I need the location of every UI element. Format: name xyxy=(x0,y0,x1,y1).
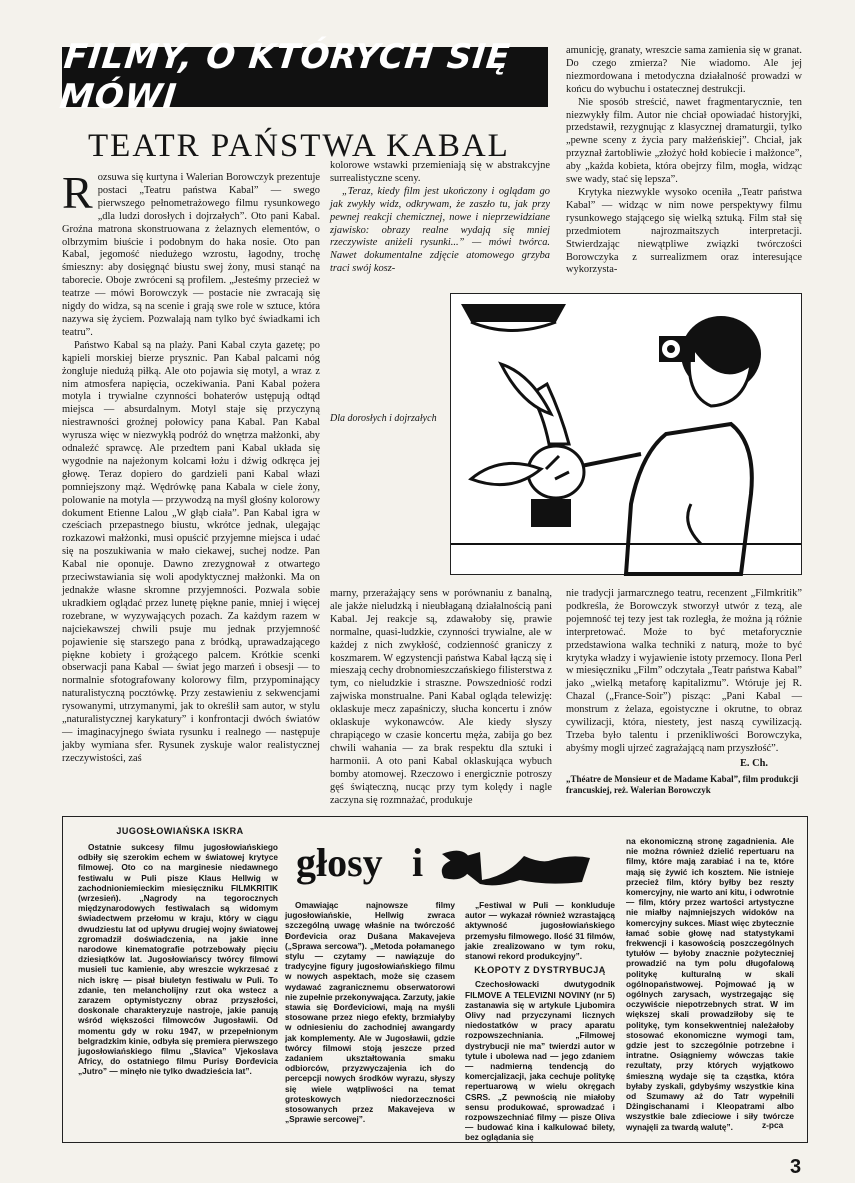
article-column-3-top xyxy=(566,45,802,289)
glosy-title xyxy=(292,836,598,892)
article-paragraph: Rozsuwa się kurtyna i Walerian Borowczyk prezentuje postaci „Teatru państwa Kabal” — swego pierwszego pełnometrażowego filmu rysunkowego „dla ludzi dorosłych i dojrzałych”. Oto pani Kabal. Groźna matrona skonstruowana z żelaznych elementów, o olbrzymim biuście i podobnym do haka nosie. Oto pan Kabal, jegomość niedużego wzrostu, łagodny, trochę śmieszny: aby dosięgnąć biustu swej żony, musi stanąć na taborecie. Oboje zwróceni są profilem. „Jesteśmy przecież w teatrze — mówi Borowczyk — postacie nie zwracają się nigdy do widza, są na scenie i grają swe role w sztuce, która nazywa się życiem. Pozwalają nam tylko być świadkami ich teatru”. xyxy=(62,167,320,338)
box-column-3: „Festiwal w Puli — konkluduje autor — wykazał również wzrastającą aktywność jugosłowiańskiego przemysłu filmowego. Ilość 31 filmów, jakie zrealizowano w tym roku, stanowi rekord produkcyjny”. KŁOPOTY Z DYSTRYBUCJĄ Czechosłowacki dwutygodnik FILMOVE A TELEVIZNI NOVINY (nr 5) zastanawia się w artykule Ljubomira Olivy nad przyczynami licznych niedostatków w pracy aparatu rozpowszechniania. „Filmowej dystrybucji nie ma” twierdzi autor w tytule i ubolewa nad — jego zdaniem — nadmierną tendencją do komercjalizacji, jaka cechuje politykę repertuarową w wielu okręgach CSRS. „Z pewnością nie miałoby sensu produkować, sprowadzać i rozpowszechniać filmy — pisze Oliva — budować kina i kalkulować bilety, bez oglądania się xyxy=(465,900,615,1143)
illustration-caption: Dla dorosłych i dojrzałych xyxy=(330,413,437,424)
article-paragraph: „Teraz, kiedy film jest ukończony i oglądam go jak zwykły widz, odkrywam, że zaszło tu, jak przy pewnej reakcji chemicznej, nowe i nieprzewidziane zjawisko: obrazy realne wydają się mniej rzeczywiste aniżeli rysunki...” — mówi twórca. Nawet dokumentalne zdjęcie atomowego grzyba traci swój kosz- xyxy=(330,185,550,275)
section-banner xyxy=(57,37,548,117)
article-paragraph: marny, przerażający sens w porównaniu z banalną, ale jakże nieludzką i nieubłaganą działalnością pani Kabal. Jej reakcje są, zdawałoby się, prawie normalne, quasi-ludzkie, czynności trywialne, ale w każdej z nich zwykłość, codzienność graniczy z koszmarem. W egzystencji państwa Kabal łączą się i mieszają cechy drobnomieszczańskiego filisterstwa z tym, co nieludzkie i straszne. Powszedniość rodzi zajwiska monstrualne. Pani Kabal ogląda telewizję: oklaskuje mecz zapaśniczy, słucha koncertu i znów oklaskuje wykonawców. Ale kiedy słyszy chrapiącego w czasie koncertu męża, zabija go bez chwili wahania — za brak respektu dla sztuki i harmonii. A oto pani Kabal oklaskująca wybuch bomby atomowej. Rzeczowo i energicznie potroszy gęś świąteczną, nucąc przy tym kolędy i nagle zaczyna się rozmnażać, produkuje xyxy=(330,588,552,806)
box-column-1: Ostatnie sukcesy filmu jugosłowiańskiego odbiły się szerokim echem w światowej krytyce filmowej. Oto co na marginesie niedawnego festiwalu w Puli pisze Klaus Hellwig w zachodnioniemieckim miesięczniku FILMKRITIK (wrzesień). „Nagrody na tegorocznych międzynarodowych festiwalach są widomym świadectwem przełomu w kraju, który w ciągu dwudziestu lat od upływu drugiej wojny światowej zgromadził doświadczenia, na jakie inne narodowe kinematografie potrzebowały pięciu dziesiątków lat. Jugosłowiańscy twórcy filmowi musieli tuc kamienie, aby wreszcie wykrzesać z nich iskrę — pisał biuletyn festiwalu w Puli. To zdanie, ten melancholijny rzut oka wstecz a zarazem optymistyczny obraz przyszłości, doskonale charakteryzuje nastroje, jakie panują wśród większości filmowców Jugosławii. Od momentu gdy w roku 1947, w przepełnionym belgradzkim kinie, odbyła się premiera pierwszego jugosłowiańskiego filmu „Slavica” Vjekoslava Africy, do ostatniego filmu Purisy Đorđevicia „Jutro” — minęło nie tylko dwadzieścia lat”. xyxy=(78,842,278,1077)
page-number: 3 xyxy=(790,1156,802,1178)
article-paragraph: nie tradycji jarmarcznego teatru, recenzent „Filmkritik” podkreśla, że Borowczyk stworzył utwór z tezą, ale pojemność tej tezy jest tak rozległa, że można ją różnie interpretować. Może to być metaforycznie przedstawiona walka techniki z naturą, może to być krytyka władzy i wyjawienie istoty przemocy. Ilona Perl w miesięczniku „Film” odczytała „Teatr państwa Kabal” jako „wielką metaforę kapitalizmu”. Wtóruje jej R. Chazal („France-Soir”) pisząc: „Pani Kabal — monstrum z żelaza, egoistyczne i okrutne, to obraz cywilizacji, która, niestety, jest naszą cywilizacją. Trzeba było talentu i przenikliwości Borowczyka, abyśmy mogli ujrzeć zagrażającą nam przyszłość”. xyxy=(566,588,802,754)
svg-text:i: i xyxy=(412,840,424,885)
article-column-3-bottom xyxy=(566,588,802,756)
article-footnote: „Théatre de Monsieur et de Madame Kabal”, film produkcji francuskiej, reż. Walerian Borowczyk xyxy=(566,774,799,795)
article-column-2-bottom xyxy=(330,588,552,806)
article-title: TEATR PAŃSTWA KABAL xyxy=(88,128,510,164)
box-column-2: Omawiając najnowsze filmy jugosłowiańskie, Hellwig zwraca szczególną uwagę właśnie na twórczość Đorđevicia oraz Dušana Makavejeva („Sprawa sercowa”). „Metoda połamanego stylu — czytamy — nawiązuje do tradycyjne figury jugosłowiańskiego filmu w nowych aspektach, może się czasem wydawać zagranicznemu obserwatorowi nie zupełnie przekonywająca. Zarzuty, jakie stawia się Đorđeviciowi, mają na myśli stosowane przez niego efekty, brzmiałyby w odniesieniu do zachodniej awangardy jak komplementy. Ale w Jugosławii, gdzie twórcy filmowi stoją jeszcze przed zadaniem ukształtowania smaku odbiorców, przyzwyczajenia ich do percepcji nowych środków wyrazu, słyszy się wiele wątpliwości na temat groteskowych niedorzeczności stosowanych przez Makavejeva w „Sprawie sercowej”. xyxy=(285,900,455,1125)
article-paragraph: Nie sposób streścić, nawet fragmentarycznie, ten niezwykły film. Autor nie chciał opowiadać historyjki, przedstawił, rezygnując z klasycznej dramaturgii, tylko „pewne sceny z życia pary małżeńskiej”. Chciał, jak przyznał żartobliwie „złożyć hołd kobiecie i małżonce”, aby „każda kobieta, która obejrzy film, mogła, widząc swe wady, stać się lepsza”. xyxy=(566,96,802,186)
article-column-2-top xyxy=(330,160,550,286)
box-heading: JUGOSŁOWIAŃSKA ISKRA xyxy=(116,826,244,836)
article-author: E. Ch. xyxy=(740,758,769,769)
kabal-drawing xyxy=(451,294,801,574)
box-heading-2: KŁOPOTY Z DYSTRYBUCJĄ xyxy=(474,965,606,976)
box-signature: z-pca xyxy=(762,1120,784,1130)
article-column-1 xyxy=(62,167,320,802)
box-column-4: na ekonomiczną stronę zagadnienia. Ale nie można również dzielić repertuaru na filmy, które mają zarabiać i na te, które mają się żywić ich kosztem. Nie istnieje przecież film, który byłby bez reszty komercyjny, nie warto ani kitu, i odwrotnie — film, który przez wartości artystyczne nie miałby najmniejszych widoków na komercyjny sukces. Miast więc zbytecznie łamać sobie głowę nad statystykami frekwencji i kasowością poszczególnych tytułów — byłoby znacznie pożyteczniej prowadzić na tym polu długofalową politykę kulturalną w skali ogólnopaństwowej. Pojmować ją w ogólnych zarysach, wystrzegając się oczywiście niepotrzebnych strat. W im większej skali prowadziłoby się te politykę, tym konsekwentniej należałoby stosować ekonomiczne wymogi tam, gdzie jest to szczególnie potrzebne i intratne. Osiągniemy wówczas takie rezultaty, przy których wyjątkowo śmieszną wydaje się ta cząstka, która byłaby zyskali, gdybyśmy wszystkie kina od Szumawy aż do Tatr wypełnili Dżingischanami i Kleopatrami albo wszystkie bale zdieciowe i siły twórcze wynajęli za twardą walutę”. xyxy=(626,836,794,1132)
article-paragraph: Krytyka niezwykle wysoko oceniła „Teatr państwa Kabal” — widząc w nim nowe perspektywy filmu rysunkowego stającego się wielką sztuką. Film stał się przedmiotem najrozmaitszych interpretacji. Stwierdzając niewątpliwe związki twórczości Borowczyka z surrealizmem oraz interesujące wykorzysta- xyxy=(566,186,802,276)
article-paragraph: kolorowe wstawki przemieniają się w abstrakcyjne surrealistyczne sceny. xyxy=(330,160,550,184)
svg-text:głosy: głosy xyxy=(296,840,383,885)
article-paragraph: amunicję, granaty, wreszcie sama zamienia się w granat. Do czego zmierza? Nie wiadomo. Ale jej niezmordowana i metodyczna działalność prowadzi w końcu do wybuchu i ostatecznej destrukcji. xyxy=(566,45,802,95)
glosy-logo xyxy=(292,836,598,892)
drop-cap: R xyxy=(62,167,93,218)
banner-text: FILMY, O KTÓRYCH SIĘ MÓWI xyxy=(57,37,513,117)
film-illustration xyxy=(450,293,802,575)
article-paragraph: Państwo Kabal są na plaży. Pani Kabal czyta gazetę; po kąpieli morskiej bierze prysznic. Pan Kabal palcami nóg żongluje niedużą piłką. Ale oto pojawia się motyl, a wraz z nim atmosfera napięcia, oczekiwania. Pani Kabal pożera motyla i trywialne czynności bohaterów ustępują odtąd miejsca — absurdalnym. Motyl staje się przyczyną niestrawności groźnej połowicy pana Kabal. Pan Kabal wyrusza więc w niezwykłą podróż do wnętrza małżonki, aby odnaleźć sprawcę. Ale przedtem pani Kabal układa się wygodnie na najeżonym kolcami łożu i dźwig odkręca jej głowę. Teraz dopiero do gardzieli pani Kabal włazi pomniejszony mąż. Wędrówkę pana Kabala w ciele żony, polowanie na motyla — przywodzą na myśl głośny kolorowy dokument Etienne Lalou „W głąb ciała”. Pan Kabal igra w cześciach przepastnego biustu, wkrótce jednak, ulegając rozkazowi małżonki, musi opuścić przyjemne miejsca i udać się na poszukiwania w mało ciekawej, suchej nodze. Pan Kabal nie oponuje. Dawno zrezygnował z otwartego przeciwstawiania się woli apodyktycznej małżonki. Ma on jednakże własne skromne przyjemności. Pozwala sobie ukradkiem oglądać przez lunetę piękne panie, mniej i więcej rozebrane, w wyzywających pozach. Za każdym razem w najciekawszej chwili psuje mu jednak przyjemność pojawienie się starszego pana z bródką, uprawadzającego piękne kobiety i grożącego palcem. Krótkie scenki obserwacji pana Kabal — świat jego marzeń i obsesji — to normalnie sfotografowany kolorowy film, przypominający naturalistyczną pocztówkę. Przy zestawieniu z sekwencjami rysowanymi, utrzymanymi, jak to określił sam autor, w stylu „naturalistycznej karykatury” i konfrontacji dwóch światów — imaginacyjnego świata rysunku i realnego — następuje jakby wymiana sfer. Rysunek zyskuje walor realistycznej rzeczywistości, zaś xyxy=(62,339,320,764)
